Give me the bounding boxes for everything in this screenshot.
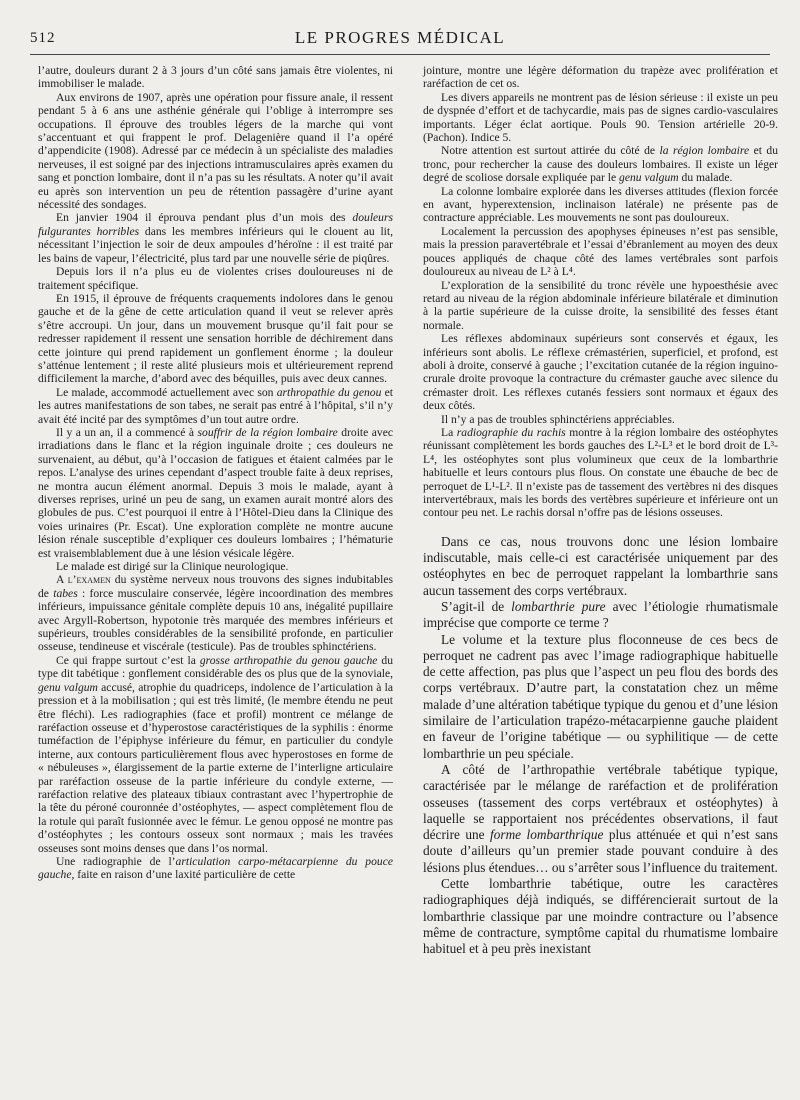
paragraph: En janvier 1904 il éprouva pendant plus d’un mois des douleurs fulgurantes horribles dans les membres inférieurs qui le clouent au lit, nécessitant l’injection le soir de deux ampoules d’héroïne : il est traité par les bains de vapeur, l’électricité, plus tard par une nouvelle série de piqûres. [38,211,394,265]
paragraph: Une radiographie de l’articulation carpo-métacarpienne du pouce gauche, faite en raison d’une laxité particulière de cette [38,854,393,882]
paragraph: Les réflexes abdominaux supérieurs sont conservés et égaux, les inférieurs sont abolis. Le réflexe crémastérien, superficiel, et profond, est aboli à droite, conservé à gauche ; l’excitation cutanée de la région inguino-crurale droite provoque la contracture du crémaster gauche avec silence du crémaster droit. Les réflexes cutanés fessiers sont normaux et égaux des deux côtés. [423,332,778,413]
paragraph: S’agit-il de lombarthrie pure avec l’étiologie rhumatismale imprécise que comporte ce terme ? [423,599,778,631]
discussion-section [423,534,778,958]
paragraph: l’autre, douleurs durant 2 à 3 jours d’un côté sans jamais être violentes, ni immobiliser le malade. [38,64,393,91]
journal-title: LE PROGRES MÉDICAL [294,28,506,47]
page-number: 512 [30,30,56,46]
paragraph: L’exploration de la sensibilité du tronc révèle une hypoesthésie avec retard au niveau de la région abdominale inférieure bilatérale et diminution à la partie supérieure de la cuisse droite, la sensibilité des fesses étant normale. [423,278,778,332]
paragraph: Localement la percussion des apophyses épineuses n’est pas sensible, mais la pression paravertébrale et l’essai d’ébranlement au moyen des deux pouces appliqués de chaque côté des lames vertébrales sont parfois douloureux au niveau de L² à L⁴. [423,224,778,279]
paragraph: Le malade est dirigé sur la Clinique neurologique. [56,560,289,574]
paragraph: Aux environs de 1907, après une opération pour fissure anale, il ressent pendant 5 à 6 ans une asthénie générale qui l’oblige à interrompre ses occupations. Il éprouve des troubles légers de la marche qui vont s’accentuant et qui frappent le prof. Delagenière quand il l’a opéré d’appendicite (1908). Adressé par ce médecin à un spécialiste des maladies nerveuses, il est soigné par des injections intramusculaires après examen du sang et ponction lombaire, dont il n’a pas su les résultats. A noter qu’il avait eu après son intervention un peu de rétention passagère d’urine ayant nécessité des sondages. [38,90,393,212]
paragraph: A côté de l’arthropathie vertébrale tabétique typique, caractérisée par le mélange de raréfaction et de prolifération osseuses (tassement des corps vertébraux et ostéophytes) à laquelle se rapportaient nos précédentes observations, il faut décrire une forme lombarthrique plus atténuée et qui n’est sans doute d’ailleurs qu’un premier stade pouvant conduire à des lésions plus étendues… ou s’arrêter sous l’influence du traitement. [423,761,778,875]
paragraph: Le malade, accommodé actuellement avec son arthropathie du genou et les autres manifestations de son tabes, ne serait pas entré à l’hôpital, s’il n’y avait été incité par des symptômes d’un tout autre ordre. [38,385,393,426]
left-column [38,64,393,882]
paragraph: Il n’y a pas de troubles sphinctériens appréciables. [441,412,675,426]
section-gap [423,520,778,534]
paragraph: La radiographie du rachis montre à la région lombaire des ostéophytes réunissant complètement les bords gauches des L²-L³ et le bord droit de L³-L⁴, les ostéophytes sont plus volumineux que ceux de la lombarthrie habituelle et leurs contours plus flous. On constate une ébauche de bec de perroquet de L¹-L². Il n’existe pas de tassement des vertèbres ni des disques intervertébraux, mais les bords des vertèbres supérieure et inférieure ont un contour peu net. Le rachis dorsal n’offre pas de lésions osseuses. [423,425,778,520]
paragraph: Ce qui frappe surtout c’est la grosse arthropathie du genou gauche du type dit tabétique : gonflement considérable des os plus que de la synoviale, genu valgum accusé, atrophie du quadriceps, indolence de l’articulation à la pression et à la mobilisation ; qui est très limité, (le membre étendu ne peut être fléchi). Les radiographies (face et profil) montrent ce mélange de raréfaction osseuse et d’hyperostose caractéristiques de la syphilis : énorme tuméfaction de l’épiphyse inférieure du fémur, en particulier du condyle interne, aux contours particulièrement flous avec hyperostoses en forme de « nébuleuses », élargissement de la partie externe de l’interligne articulaire par raréfaction osseuse de la partie inférieure du condyle externe, — raréfaction relative des plateaux tibiaux contrastant avec l’hypertrophie de la tête du péroné couronnée d’ostéophytes, — aspect complètement flou de la rotule qui paraît fusionnée avec le fémur. Le genou opposé ne montre pas d’ostéophytes ; les contours osseux sont normaux ; mais les travées osseuses sont moins denses que dans l’os normal. [38,653,394,855]
paragraph: Dans ce cas, nous trouvons donc une lésion lombaire indiscutable, mais celle-ci est caractérisée uniquement par des ostéophytes en bec de perroquet rappelant la lombarthrie sans aucun tassement des corps vertébraux. [423,533,778,598]
paragraph: En 1915, il éprouve de fréquents craquements indolores dans le genou gauche et de la gêne de cette articulation quand il veut se relever après s’être accroupi. Un jour, dans un mouvement brusque qu’il fait pour se redresser rapidement il ressent une sensation horrible de déchirement dans cette jointure qui prend rapidement un gonflement énorme ; la douleur s’atténue lentement ; il reste alité plusieurs mois et ultérieurement reprend difficilement la marche, d’abord avec des béquilles, puis avec deux cannes. [38,291,393,386]
paragraph: Cette lombarthrie tabétique, outre les caractères radiographiques déjà indiqués, se différencierait surtout de la lombarthrie classique par une moindre contracture ou l’absence même de contracture, symptôme capital du rhumatisme lombaire habituel et à peu près inexistant [423,876,778,957]
paragraph: La colonne lombaire explorée dans les diverses attitudes (flexion forcée en avant, hyperextension, inclinaison latérale) ne présente pas de contracture appréciable. Les mouvements ne sont pas douloureux. [423,184,778,225]
paragraph: jointure, montre une légère déformation du trapèze avec prolifération et raréfaction de cet os. [423,64,778,91]
right-column [423,64,778,958]
paragraph: Depuis lors il n’a plus eu de violentes crises douloureuses ni de traitement spécifique. [38,265,393,292]
paragraph: A l’examen du système nerveux nous trouvons des signes indubitables de tabes : force musculaire conservée, légère incoordination des membres inférieurs, impuissance génitale complète depuis 10 ans, inégalité pupillaire avec Argyll-Robertson, hypotonie très marquée des membres inférieurs et supérieurs, troubles considérables de la sensibilité profonde, en particulier osseuse, tendineuse et viscérale (testicule). Pas de troubles sphinctériens. [38,573,393,654]
page-header [30,28,770,55]
paragraph: Notre attention est surtout attirée du côté de la région lombaire et du tronc, pour rechercher la cause des douleurs lombaires. Il existe un léger degré de scoliose dorsale expliquée par le genu valgum du malade. [423,144,778,185]
paragraph: Les divers appareils ne montrent pas de lésion sérieuse : il existe un peu de dyspnée d’effort et de tachycardie, mais pas de signes cardio-vasculaires importants. Léger éclat aortique. Pouls 90. Tension artérielle 20-9. (Pachon). Indice 5. [423,90,778,145]
paragraph: Le volume et la texture plus floconneuse de ces becs de perroquet ne cadrent pas avec l’image radiographique habituelle de cette affection, pas plus que l’aspect un peu flou des bords des corps vertébraux. D’autre part, la constatation chez un même malade d’une altération tabétique typique du genou et d’une lésion similaire de l’articulation trapézo-métacarpienne gauche plaident en faveur de l’origine tabétique — ou syphilitique — de cette lombarthrie un peu spéciale. [423,631,778,761]
paragraph: Il y a un an, il a commencé à souffrir de la région lombaire droite avec irradiations dans le flanc et la région inguinale droite ; ces douleurs ne survenaient, au début, qu’à l’occasion de fatigues et étaient calmées par le repos. L’analyse des urines cependant d’aspect trouble faite à deux reprises, ne montra aucun élément anormal. Depuis 3 mois le malade, ayant à diverses reprises, uriné un peu de sang, un examen aurait montré alors des globules de pus. C’est pourquoi il entre à l’Hôtel-Dieu dans la Clinique des voies urinaires (Pr. Escat). Une exploration complète ne montre aucune lésion rénale susceptible d’expliquer ces douleurs lombaires ; l’hématurie est vraisemblablement due à une lésion vésicale légère. [38,425,393,560]
